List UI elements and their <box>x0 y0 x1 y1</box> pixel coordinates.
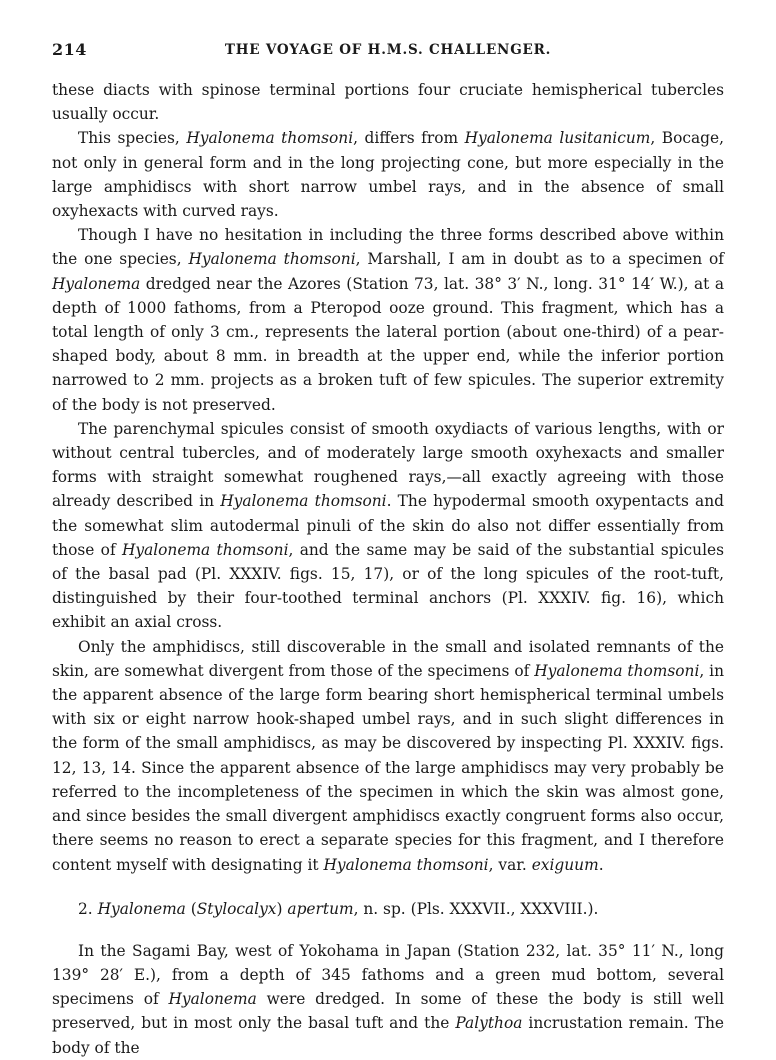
text-run: Only the amphidiscs, still discoverable in the small and isolated remnants of the skin, are somewhat divergent from those of the specimens of <box>52 637 724 680</box>
text-run: , Marshall, I am in doubt as to a specimen of <box>355 250 724 269</box>
text-run: Though I have no hesitation in including the three forms described above within the one species, <box>52 226 724 269</box>
text-run: incrustation remain. The body of the <box>52 1014 724 1057</box>
italic-text: Hyalonema lusitanicum <box>464 129 651 148</box>
text-run: ) <box>276 899 288 918</box>
text-run: these diacts with spinose terminal portions four cruciate hemispherical tubercles usually occur. <box>52 81 724 124</box>
italic-text: Hyalonema thomsoni <box>186 129 354 148</box>
italic-text: Hyalonema thomsoni <box>323 855 489 874</box>
text-run: , differs from <box>353 129 465 148</box>
italic-text: Hyalonema <box>97 899 186 918</box>
italic-text: Hyalonema <box>168 990 257 1009</box>
italic-text: Hyalonema <box>52 274 141 293</box>
running-title: THE VOYAGE OF H.M.S. CHALLENGER. <box>224 42 552 58</box>
text-run: This species, <box>78 129 187 148</box>
page-header <box>52 40 724 66</box>
body-text <box>52 78 724 877</box>
italic-text: Hyalonema thomsoni <box>121 540 289 559</box>
page <box>52 40 724 1060</box>
italic-text: Hyalonema thomsoni <box>188 250 356 269</box>
page-number: 214 <box>52 40 87 59</box>
text-run: In the Sagami Bay, west of Yokohama in Japan (Station 232, lat. 35° 11′ N., long 139° 28′ E.), from a depth of 345 fathoms and a green mud bottom, several specimens of <box>52 941 724 1009</box>
italic-text: exiguum <box>531 855 599 874</box>
italic-text: Stylocalyx <box>196 899 277 918</box>
text-run: , in the apparent absence of the large form bearing short hemispherical terminal umbels with six or eight narrow hook-shaped umbel rays, and in such slight differences in the form of the small amphidiscs, as may be discovered by inspecting Pl. XXXIV. figs. 12, 13, 14. Since the apparent absence of the large amphidiscs may very probably be referred to the incompleteness of the specimen in which the skin was almost gone, and since besides the small divergent amphidiscs exactly congruent forms also occur, there seems no reason to erect a separate species for this fragment, and I therefore content myself with designating it <box>52 661 725 874</box>
text-run: ( <box>185 899 197 918</box>
text-run: were dredged. In some of these the body is still well preserved, but in most only the basal tuft and the <box>52 990 724 1033</box>
italic-text: Palythoa <box>455 1014 523 1033</box>
text-run: 2. <box>78 899 98 918</box>
paragraph <box>52 939 724 1060</box>
paragraph <box>52 78 724 126</box>
text-run: The parenchymal spicules consist of smooth oxydiacts of various lengths, with or without central tubercles, and of moderately large smooth oxyhexacts and smaller forms with straight somewhat roughened rays,—all exactly agreeing with those already described in <box>52 419 724 511</box>
paragraph <box>52 126 724 223</box>
text-run: , n. sp. (Pls. XXXVII., XXXVIII.). <box>353 899 599 918</box>
paragraph <box>52 417 724 635</box>
text-run: dredged near the Azores (Station 73, lat. 38° 3′ N., long. 31° 14′ W.), at a depth of 1000 fathoms, from a Pteropod ooze ground. This fragment, which has a total length of only 3 cm., represents the lateral portion (about one-third) of a pear-shaped body, about 8 mm. in breadth at the upper end, while the inferior portion narrowed to 2 mm. projects as a broken tuft of few spicules. The superior extremity of the body is not preserved. <box>52 274 724 414</box>
section-heading <box>52 897 724 921</box>
italic-text: apertum <box>287 899 354 918</box>
text-run: , Bocage, not only in general form and in the long projecting cone, but more especially in the large amphidiscs with short narrow umbel rays, and in the absence of small oxyhexacts with curved rays. <box>52 129 725 221</box>
italic-text: Hyalonema thomsoni <box>220 492 387 511</box>
text-run: . <box>598 855 604 874</box>
paragraph <box>52 223 724 417</box>
text-run: , and the same may be said of the substantial spicules of the basal pad (Pl. XXXIV. figs. 15, 17), or of the long spicules of the root-tuft, distinguished by their four-toothed terminal anchors (Pl. XXXIV. fig. 16), which exhibit an axial cross. <box>52 540 724 632</box>
text-run: . The hypodermal smooth oxypentacts and the somewhat slim autodermal pinuli of the skin do also not differ essentially from those of <box>52 492 725 559</box>
body-text-continued <box>52 939 724 1060</box>
paragraph <box>52 635 724 877</box>
text-run: , var. <box>488 855 532 874</box>
italic-text: Hyalonema thomsoni <box>534 661 700 680</box>
